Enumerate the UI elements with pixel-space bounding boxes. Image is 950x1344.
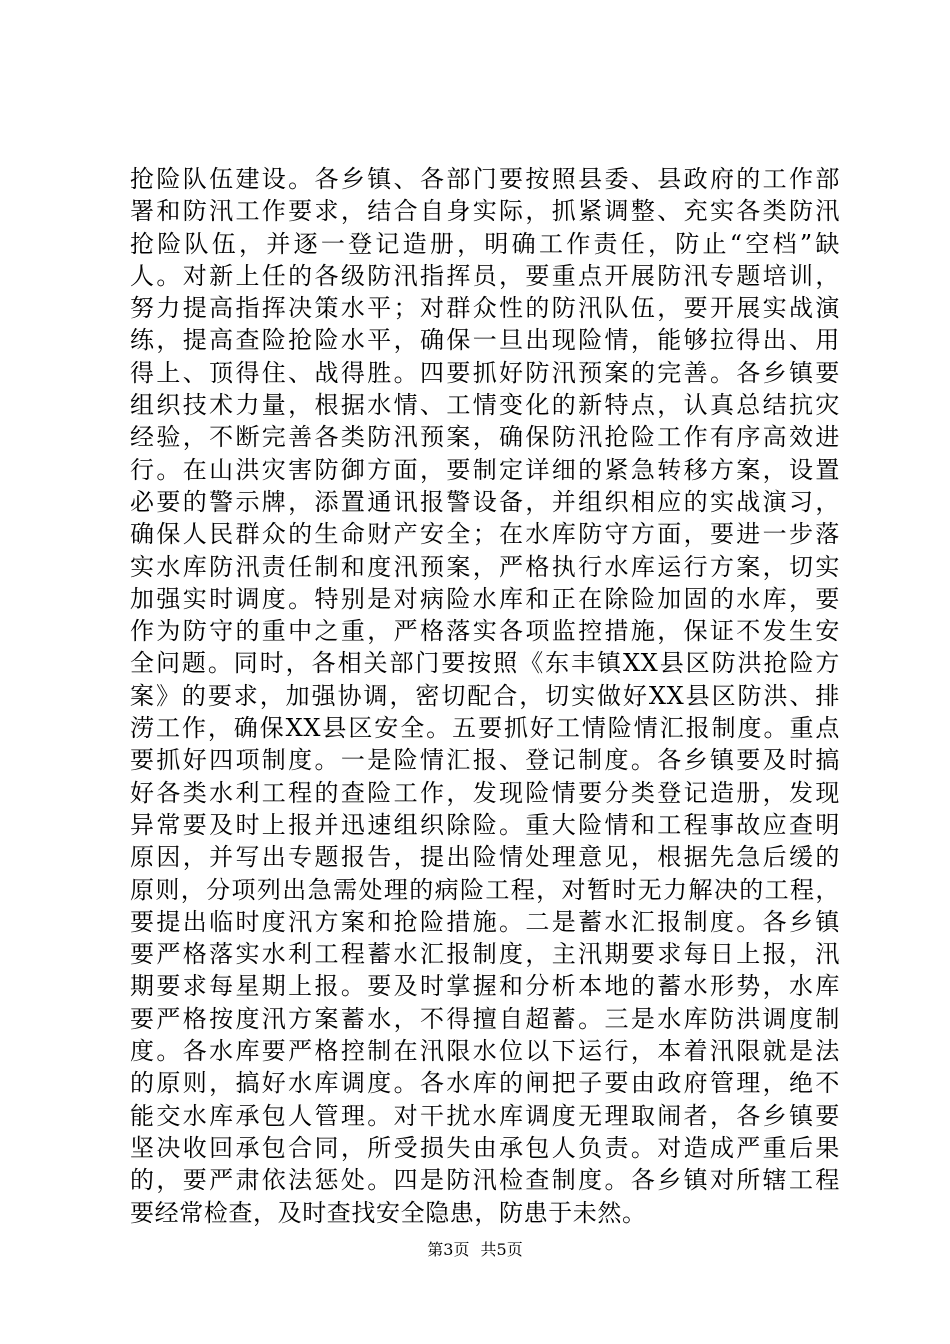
text-line: 涝工作，确保XX县区安全。五要抓好工情险情汇报制度。重点: [130, 714, 840, 743]
text-line: 要提出临时度汛方案和抢险措施。二是蓄水汇报制度。各乡镇: [130, 907, 840, 936]
text-line: 努力提高指挥决策水平；对群众性的防汛队伍，要开展实战演: [130, 294, 840, 323]
page-number: 第3页: [427, 1240, 470, 1259]
text-line: 必要的警示牌，添置通讯报警设备，并组织相应的实战演习，: [130, 487, 840, 516]
text-line: 全问题。同时，各相关部门要按照《东丰镇XX县区防洪抢险方: [130, 649, 840, 678]
text-line: 人。对新上任的各级防汛指挥员，要重点开展防汛专题培训，: [130, 261, 840, 290]
text-line: 期要求每星期上报。要及时掌握和分析本地的蓄水形势，水库: [130, 972, 840, 1001]
text-line: 经验，不断完善各类防汛预案，确保防汛抢险工作有序高效进: [130, 423, 840, 452]
text-line: 的原则，搞好水库调度。各水库的闸把子要由政府管理，绝不: [130, 1069, 840, 1098]
text-line: 坚决收回承包合同，所受损失由承包人负责。对造成严重后果: [130, 1133, 840, 1162]
text-line: 要经常检查，及时查找安全隐患，防患于未然。: [130, 1198, 647, 1227]
text-line: 异常要及时上报并迅速组织除险。重大险情和工程事故应查明: [130, 810, 840, 839]
text-line: 抢险队伍建设。各乡镇、各部门要按照县委、县政府的工作部: [130, 165, 840, 193]
text-line: 组织技术力量，根据水情、工情变化的新特点，认真总结抗灾: [130, 391, 840, 420]
text-line: 署和防汛工作要求，结合自身实际，抓紧调整、充实各类防汛: [130, 197, 840, 226]
text-line: 要严格按度汛方案蓄水，不得擅自超蓄。三是水库防洪调度制: [130, 1004, 840, 1033]
text-line: 案》的要求，加强协调，密切配合，切实做好XX县区防洪、排: [130, 681, 840, 710]
text-line: 好各类水利工程的查险工作，发现险情要分类登记造册，发现: [130, 778, 840, 807]
text-line: 确保人民群众的生命财产安全；在水库防守方面，要进一步落: [130, 520, 840, 549]
text-line: 要严格落实水利工程蓄水汇报制度，主汛期要求每日上报，汛: [130, 940, 840, 969]
text-line: 原因，并写出专题报告，提出险情处理意见，根据先急后缓的: [130, 843, 840, 872]
text-line: 得上、顶得住、战得胜。四要抓好防汛预案的完善。各乡镇要: [130, 358, 840, 387]
text-line: 的，要严肃依法惩处。四是防汛检查制度。各乡镇对所辖工程: [130, 1166, 840, 1195]
text-line: 要抓好四项制度。一是险情汇报、登记制度。各乡镇要及时搞: [130, 746, 840, 775]
page-footer: [0, 1240, 950, 1260]
text-line: 能交水库承包人管理。对干扰水库调度无理取闹者，各乡镇要: [130, 1101, 840, 1130]
text-line: 加强实时调度。特别是对病险水库和正在除险加固的水库，要: [130, 584, 840, 613]
text-line: 抢险队伍，并逐一登记造册，明确工作责任，防止“空档”缺: [130, 229, 840, 258]
body-paragraph: [130, 163, 840, 1229]
text-line: 作为防守的重中之重，严格落实各项监控措施，保证不发生安: [130, 617, 840, 646]
text-line: 原则，分项列出急需处理的病险工程，对暂时无力解决的工程，: [130, 875, 840, 904]
page-total: 共5页: [480, 1240, 523, 1259]
text-line: 度。各水库要严格控制在汛限水位以下运行，本着汛限就是法: [130, 1037, 840, 1066]
text-line: 实水库防汛责任制和度汛预案，严格执行水库运行方案，切实: [130, 552, 840, 581]
text-line: 练，提高查险抢险水平，确保一旦出现险情，能够拉得出、用: [130, 326, 840, 355]
text-line: 行。在山洪灾害防御方面，要制定详细的紧急转移方案，设置: [130, 455, 840, 484]
